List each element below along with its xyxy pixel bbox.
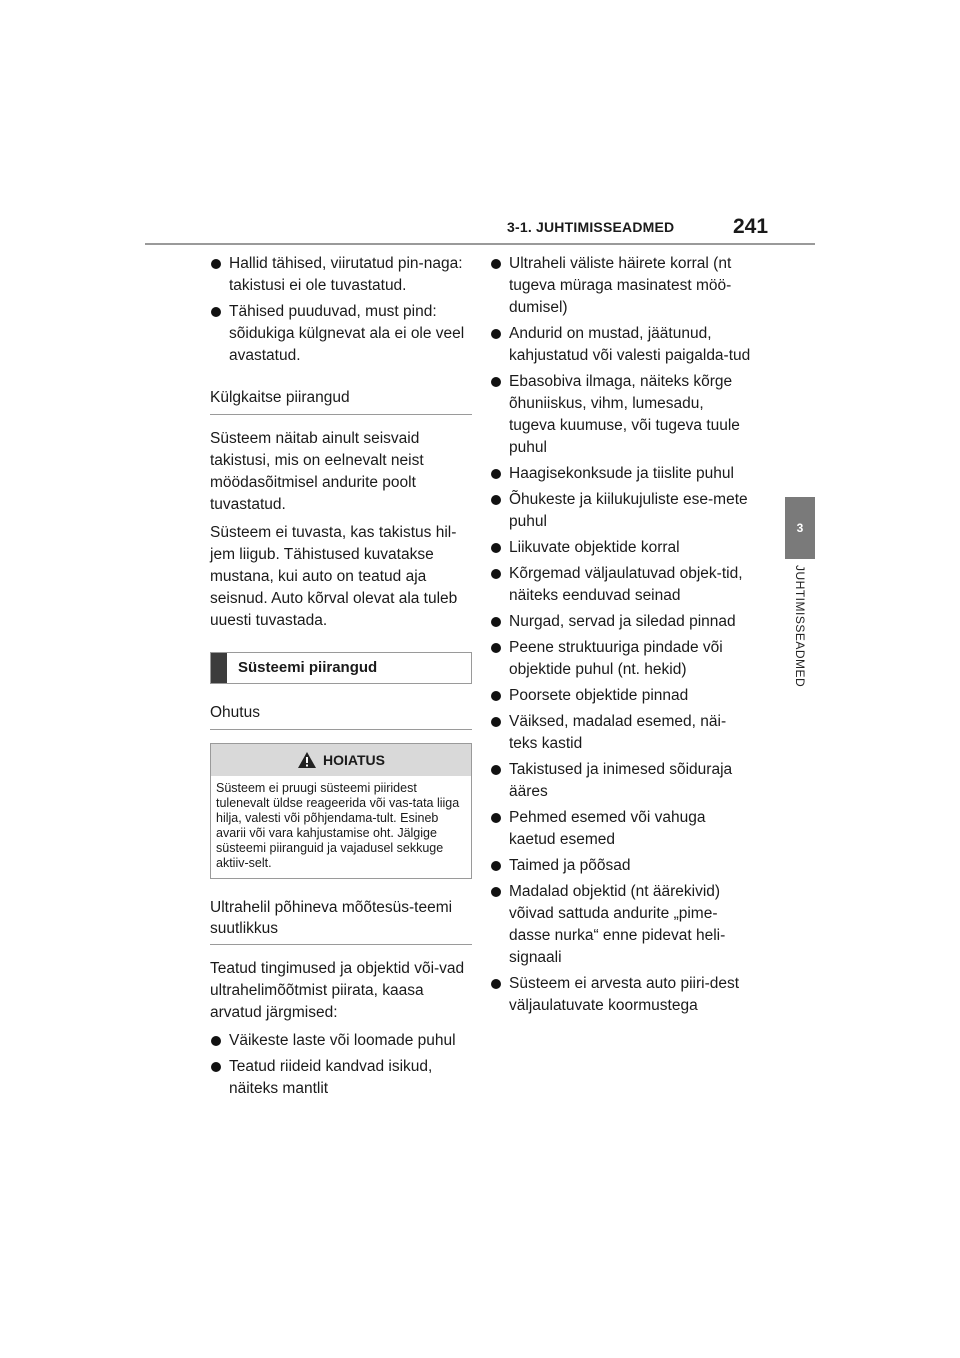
chapter-number: 3: [796, 521, 804, 535]
chapter-title-vertical: JUHTIMISSEADMED: [793, 565, 807, 688]
list-item: Ultraheli väliste häirete korral (nt tugeva müraga masinatest möö-dumisel): [490, 253, 752, 319]
running-header-section: 3-1. JUHTIMISSEADMED: [507, 219, 675, 235]
list-item: Pehmed esemed või vahuga kaetud esemed: [490, 807, 752, 851]
list-item: Süsteem ei arvesta auto piiri-dest väljaulatuvate koormustega: [490, 973, 752, 1017]
top-bullet-list: [210, 253, 472, 367]
warning-header: [211, 744, 471, 776]
warning-box: [210, 743, 472, 879]
list-item: Poorsete objektide pinnad: [490, 685, 752, 707]
paragraph: Süsteem näitab ainult seisvaid takistusi, mis on eelnevalt neist möödasõitmisel andurite poolt tuvastatud.: [210, 430, 424, 513]
section-heading: [210, 652, 472, 684]
chapter-tab: [785, 497, 815, 559]
section-heading-marker: [211, 653, 227, 683]
chapter-tab-label: [785, 565, 815, 725]
list-item: Haagisekonksude ja tiislite puhul: [490, 463, 752, 485]
list-item: Tähised puuduvad, must pind: sõidukiga külgnevat ala ei ole veel avastatud.: [210, 301, 472, 367]
list-item: Kõrgemad väljaulatuvad objek-tid, näiteks eenduvad seinad: [490, 563, 752, 607]
limitations-bullet-list: [490, 253, 752, 1017]
warning-text: Süsteem ei pruugi süsteemi piiridest tulenevalt üldse reageerida või vas-tata liiga hilja, valesti või põhjendama-tult. Esineb avarii või vara kahjustamise oht. Jälgige süsteemi piiranguid ja vajadusel sekkuge aktiiv-selt.: [216, 781, 460, 870]
list-item: Liikuvate objektide korral: [490, 537, 752, 559]
paragraph: Süsteem ei tuvasta, kas takistus hil-jem liigub. Tähistused kuvatakse mustana, kui auto on teatud aja seisnud. Auto kõrval olevat ala tuleb uuesti tuvastada.: [210, 524, 458, 629]
list-item: Väikeste laste või loomade puhul: [210, 1030, 472, 1052]
list-item: Väiksed, madalad esemed, näi-teks kastid: [490, 711, 752, 755]
right-column: [490, 253, 752, 1021]
list-item: Madalad objektid (nt äärekivid) võivad sattuda andurite „pime-dasse nurka“ enne pidevat heli-signaali: [490, 881, 752, 969]
list-item: Taimed ja põõsad: [490, 855, 752, 877]
warning-title: HOIATUS: [323, 752, 385, 768]
paragraph: Teatud tingimused ja objektid või-vad ultrahelimõõtmist piirata, kaasa arvatud järgmised:: [210, 960, 465, 1021]
list-item: Ebasobiva ilmaga, näiteks kõrge õhuniiskus, vihm, lumesadu, tugeva kuumuse, või tugeva tuule puhul: [490, 371, 752, 459]
list-item: Hallid tähised, viirutatud pin-naga: takistusi ei ole tuvastatud.: [210, 253, 472, 297]
subheading-safety: Ohutus: [210, 698, 472, 730]
list-item: Õhukeste ja kiilukujuliste ese-mete puhul: [490, 489, 752, 533]
warning-triangle-icon: [297, 751, 317, 769]
section-title: Süsteemi piirangud: [238, 659, 378, 676]
left-column: [210, 253, 472, 1104]
list-item: Andurid on mustad, jäätunud, kahjustatud või valesti paigalda-tud: [490, 323, 752, 367]
list-item: Takistused ja inimesed sõiduraja ääres: [490, 759, 752, 803]
subheading-ultrasonic: Ultrahelil põhineva mõõtesüs-teemi suutlikkus: [210, 893, 472, 945]
list-item: Peene struktuuriga pindade või objektide puhul (nt. hekid): [490, 637, 752, 681]
list-item: Nurgad, servad ja siledad pinnad: [490, 611, 752, 633]
header-rule: [145, 243, 815, 245]
subheading-side-protection: Külgkaitse piirangud: [210, 383, 472, 415]
page-number: 241: [733, 215, 769, 238]
list-item: Teatud riideid kandvad isikud, näiteks mantlit: [210, 1056, 472, 1100]
bottom-bullet-list: [210, 1030, 472, 1100]
